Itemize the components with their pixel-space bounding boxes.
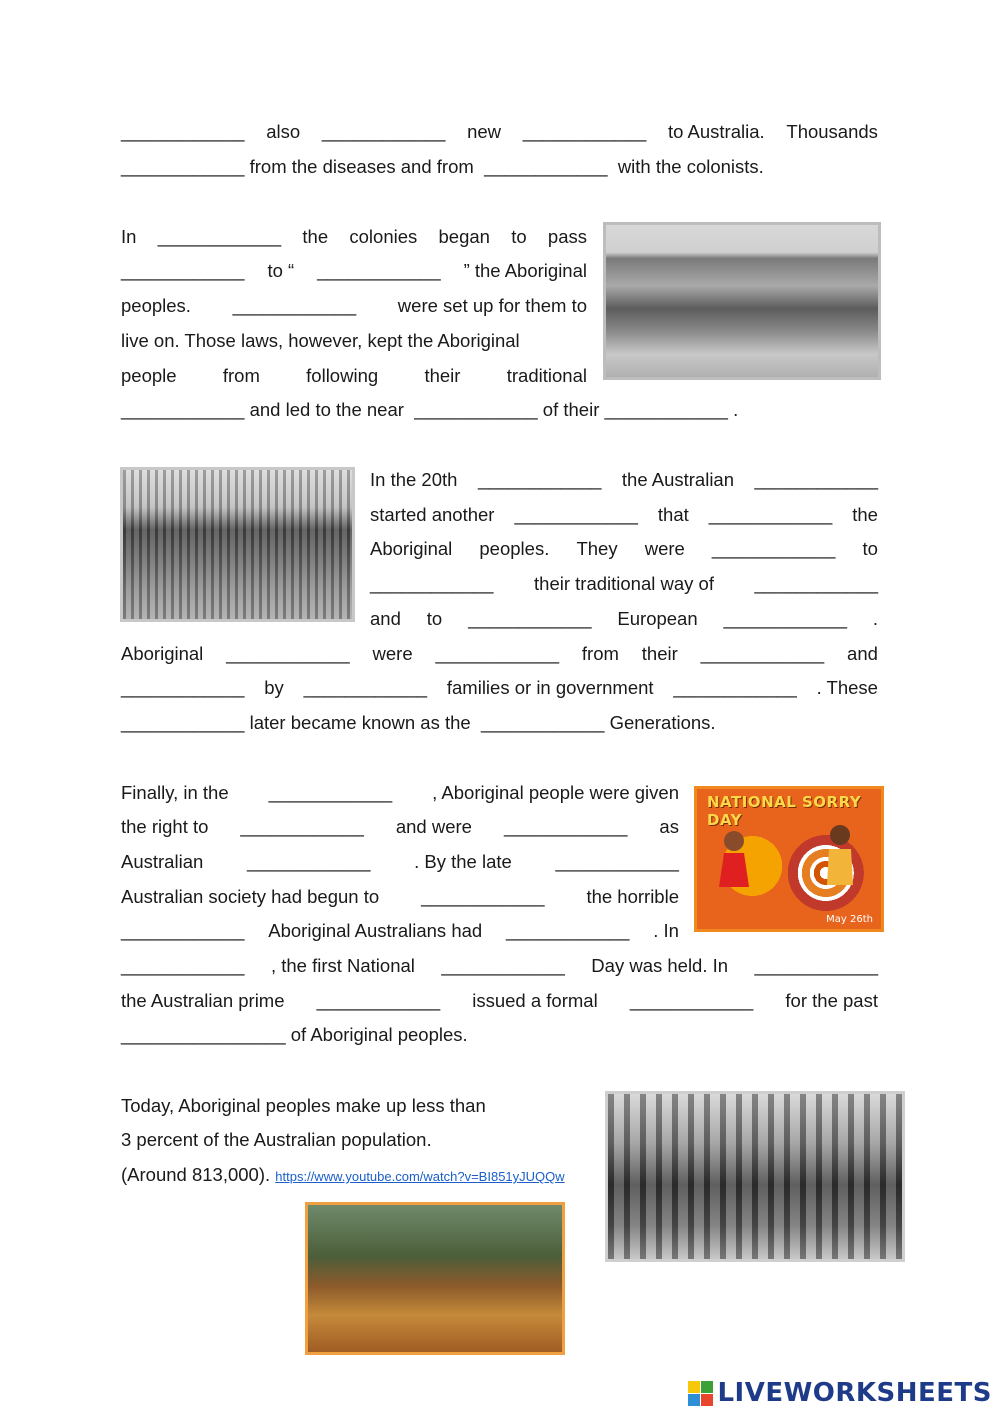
p4-line-2: the right to ____________ and were ____________ as <box>121 816 679 837</box>
sorry-day-date: May 26th <box>826 914 873 925</box>
blank[interactable]: ____________ <box>121 712 245 733</box>
liveworksheets-logo <box>688 1376 992 1410</box>
blank[interactable]: ____________ <box>226 643 350 664</box>
p3-line-7: ____________ by ____________ families or in government ____________ . These <box>121 677 878 698</box>
blank[interactable]: ____________ <box>157 226 282 247</box>
aboriginal-dancers-photo <box>305 1202 565 1355</box>
p3-line-1: In the 20th ____________ the Australian ____________ <box>370 469 878 490</box>
blank[interactable]: ____________ <box>121 920 245 941</box>
blank[interactable]: ____________ <box>481 712 605 733</box>
p4-line-7: the Australian prime ____________ issued a formal ____________ for the past <box>121 990 878 1011</box>
p3-line-6: Aboriginal ____________ were ____________ from their ____________ and <box>121 643 878 664</box>
liveworksheets-icon <box>688 1381 713 1406</box>
blank[interactable]: ____________ <box>121 399 245 420</box>
blank[interactable]: ____________ <box>246 851 371 872</box>
blank[interactable]: ____________ <box>121 677 245 698</box>
blank[interactable]: ____________ <box>303 677 428 698</box>
youtube-link[interactable]: https://www.youtube.com/watch?v=BI851yJUQQw <box>275 1169 565 1184</box>
blank[interactable]: ____________ <box>316 990 441 1011</box>
blank[interactable]: ____________ <box>723 608 847 629</box>
blank[interactable]: ____________ <box>503 816 628 837</box>
blank[interactable]: ____________ <box>240 816 364 837</box>
blank[interactable]: ____________ <box>629 990 754 1011</box>
blank[interactable]: ____________ <box>754 573 878 594</box>
mission-children-photo <box>120 467 355 622</box>
blank[interactable]: ____________ <box>468 608 592 629</box>
p2-line-1: In ____________ the colonies began to pass <box>121 226 587 247</box>
p3-line-8: ____________ later became known as the ____________ Generations. <box>121 712 716 733</box>
p2-line-6: ____________ and led to the near ____________ of their ____________ . <box>121 399 739 420</box>
blank[interactable]: ____________ <box>708 504 833 525</box>
blank[interactable]: ____________ <box>421 886 545 907</box>
blank[interactable]: ____________ <box>121 955 245 976</box>
blank[interactable]: ____________ <box>414 399 538 420</box>
blank[interactable]: ____________ <box>522 121 647 142</box>
p5-line-3: (Around 813,000). https://www.youtube.com/watch?v=BI851yJUQQw <box>121 1164 565 1185</box>
blank[interactable]: ____________ <box>121 156 245 177</box>
p2-line-5: people from following their traditional <box>121 365 587 386</box>
blank[interactable]: ____________ <box>441 955 565 976</box>
blank[interactable]: ____________ <box>673 677 797 698</box>
p4-line-8: ________________ of Aboriginal peoples. <box>121 1024 468 1045</box>
blank[interactable]: ____________ <box>711 538 836 559</box>
p1-line-1: ____________ also ____________ new ____________ to Australia. Thousands <box>121 121 878 142</box>
p4-line-1: Finally, in the ____________ , Aboriginal people were given <box>121 782 679 803</box>
p5-line-1: Today, Aboriginal peoples make up less than <box>121 1095 486 1116</box>
p3-line-3: Aboriginal peoples. They were ____________ to <box>370 538 878 559</box>
blank[interactable]: ____________ <box>121 260 245 281</box>
p5-line-2: 3 percent of the Australian population. <box>121 1129 432 1150</box>
sorry-day-title: NATIONAL SORRY DAY <box>707 793 862 829</box>
p3-line-2: started another ____________ that ____________ the <box>370 504 878 525</box>
p4-line-3: Australian ____________ . By the late ____________ <box>121 851 679 872</box>
blank[interactable]: ____________ <box>477 469 602 490</box>
blank[interactable]: ____________ <box>370 573 494 594</box>
p4-line-5: ____________ Aboriginal Australians had ____________ . In <box>121 920 679 941</box>
blank[interactable]: ____________ <box>317 260 441 281</box>
blank[interactable]: ____________ <box>484 156 608 177</box>
blank[interactable]: ____________ <box>121 121 245 142</box>
blank[interactable]: ____________ <box>232 295 357 316</box>
blank[interactable]: ____________ <box>604 399 728 420</box>
blank[interactable]: ____________ <box>555 851 679 872</box>
blank[interactable]: ____________ <box>754 469 878 490</box>
p2-line-2: ____________ to “ ____________ ” the Aboriginal <box>121 260 587 281</box>
colonial-group-photo <box>603 222 881 380</box>
blank[interactable]: ____________ <box>268 782 393 803</box>
blank[interactable]: ____________ <box>321 121 446 142</box>
national-sorry-day-image <box>694 786 884 932</box>
blank[interactable]: ____________ <box>435 643 559 664</box>
child-figure-icon <box>823 823 857 887</box>
blank[interactable]: ____________ <box>514 504 638 525</box>
aboriginal-warriors-photo <box>605 1091 905 1262</box>
blank[interactable]: ____________ <box>505 920 630 941</box>
brand-name: LIVEWORKSHEETS <box>717 1378 992 1408</box>
p1-line-2: ____________ from the diseases and from ____________ with the colonists. <box>121 156 764 177</box>
p2-line-3: peoples. ____________ were set up for them to <box>121 295 587 316</box>
child-figure-icon <box>717 829 751 889</box>
p4-line-4: Australian society had begun to ____________ the horrible <box>121 886 679 907</box>
p3-line-4: ____________ their traditional way of ____________ <box>370 573 878 594</box>
p4-line-6: ____________ , the first National ____________ Day was held. In ____________ <box>121 955 878 976</box>
blank[interactable]: ____________ <box>754 955 878 976</box>
p2-line-4: live on. Those laws, however, kept the Aboriginal <box>121 330 520 351</box>
p3-line-5: and to ____________ European ____________ . <box>370 608 878 629</box>
blank[interactable]: ________________ <box>121 1024 286 1045</box>
blank[interactable]: ____________ <box>700 643 825 664</box>
